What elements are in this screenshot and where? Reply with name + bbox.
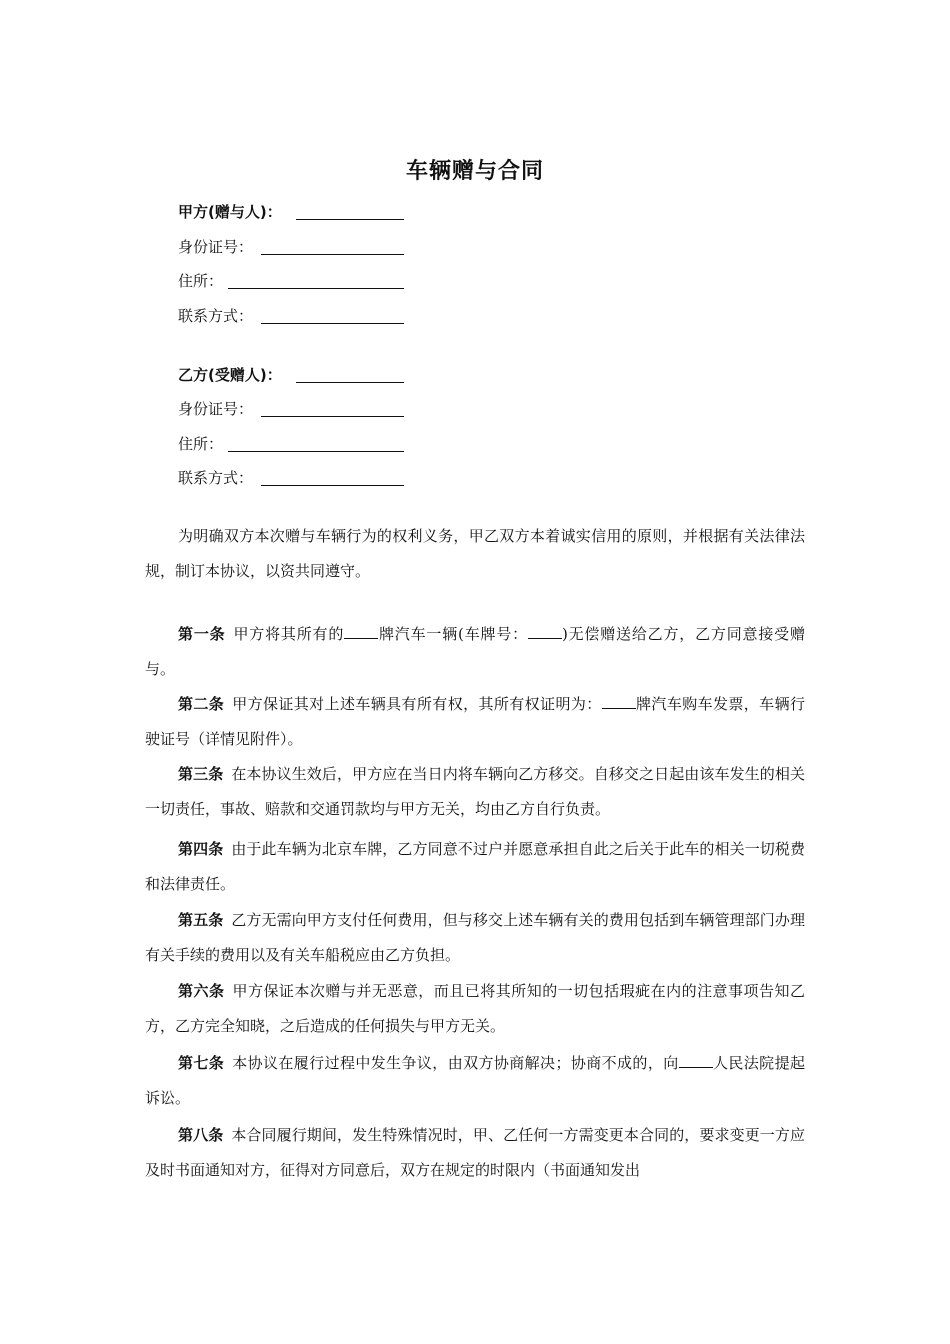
party-a-contact-field[interactable]: [261, 323, 404, 324]
article-5-text: 乙方无需向甲方支付任何费用，但与移交上述车辆有关的费用包括到车辆管理部门办理有关手续的费用以及有关车船税应由乙方负担。: [145, 911, 805, 964]
party-a-heading: [178, 201, 282, 223]
article-1-text-3: )无偿赠送给乙方，乙方同意接受赠与。: [145, 625, 805, 678]
article-8-text: 本合同履行期间，发生特殊情况时，甲、乙任何一方需变更本合同的，要求变更一方应及时书面通知对方，征得对方同意后，双方在规定的时限内（书面通知发出: [145, 1126, 805, 1179]
article-6-text: 甲方保证本次赠与并无恶意，而且已将其所知的一切包括瑕疵在内的注意事项告知乙方，乙方完全知晓，之后造成的任何损失与甲方无关。: [145, 982, 805, 1035]
party-b-id-field[interactable]: [261, 416, 404, 417]
party-a-id-field[interactable]: [261, 254, 404, 255]
article-8-number: 第八条: [178, 1126, 224, 1144]
article-3-text: 在本协议生效后，甲方应在当日内将车辆向乙方移交。自移交之日起由该车发生的相关一切责任，事故、赔款和交通罚款均与甲方无关，均由乙方自行负责。: [145, 765, 805, 818]
party-a-heading-label: 甲方(赠与人)：: [178, 203, 282, 221]
article-1-brand-blank[interactable]: [344, 624, 378, 639]
article-3: [145, 757, 805, 827]
preamble-paragraph: 为明确双方本次赠与车辆行为的权利义务，甲乙双方本着诚实信用的原则，并根据有关法律法规，制订本协议，以资共同遵守。: [145, 527, 805, 580]
article-4-text: 由于此车辆为北京车牌，乙方同意不过户并愿意承担自此之后关于此车的相关一切税费和法律责任。: [145, 840, 805, 893]
article-7: [145, 1046, 805, 1116]
party-a-address-row: [178, 270, 223, 292]
article-5-number: 第五条: [178, 911, 224, 929]
article-7-court-blank[interactable]: [679, 1053, 713, 1068]
party-a-name-field[interactable]: [296, 219, 404, 220]
article-1-text-2: 牌汽车一辆(车牌号：: [378, 625, 528, 643]
article-7-text-1: 本协议在履行过程中发生争议，由双方协商解决；协商不成的，向: [232, 1054, 679, 1072]
party-b-address-row: [178, 433, 223, 455]
article-2-text-1: 甲方保证其对上述车辆具有所有权，其所有权证明为：: [232, 695, 602, 713]
article-1-number: 第一条: [178, 625, 226, 643]
article-1-plate-blank[interactable]: [528, 624, 562, 639]
party-a-contact-label: 联系方式：: [178, 307, 254, 325]
party-a-address-label: 住所：: [178, 272, 224, 290]
party-a-id-row: [178, 236, 253, 258]
article-2: [145, 687, 805, 757]
party-a-contact-row: [178, 305, 253, 327]
party-b-id-row: [178, 398, 253, 420]
party-b-name-field[interactable]: [296, 382, 404, 383]
article-7-text-2: 人民法院提起诉讼。: [145, 1054, 805, 1107]
party-b-address-field[interactable]: [228, 451, 404, 452]
article-8: [145, 1118, 805, 1188]
article-2-number: 第二条: [178, 695, 225, 713]
article-7-number: 第七条: [178, 1054, 225, 1072]
party-b-contact-label: 联系方式：: [178, 469, 254, 487]
article-2-text-2: 牌汽车购车发票，车辆行驶证号（详情见附件）。: [145, 695, 805, 748]
article-1-text-1: 甲方将其所有的: [233, 625, 345, 643]
party-b-id-label: 身份证号：: [178, 400, 254, 418]
article-4-number: 第四条: [178, 840, 224, 858]
article-6-number: 第六条: [178, 982, 225, 1000]
document-title: 车辆赠与合同: [405, 159, 544, 184]
party-b-heading: [178, 364, 282, 386]
party-b-contact-row: [178, 467, 253, 489]
article-3-number: 第三条: [178, 765, 224, 783]
party-a-id-label: 身份证号：: [178, 238, 254, 256]
article-4: [145, 832, 805, 902]
article-5: [145, 903, 805, 973]
party-b-address-label: 住所：: [178, 435, 224, 453]
article-6: [145, 974, 805, 1044]
party-a-address-field[interactable]: [228, 288, 404, 289]
party-b-heading-label: 乙方(受赠人)：: [178, 366, 282, 384]
article-2-brand-blank[interactable]: [602, 694, 636, 709]
party-b-contact-field[interactable]: [261, 485, 404, 486]
article-1: [145, 617, 805, 687]
